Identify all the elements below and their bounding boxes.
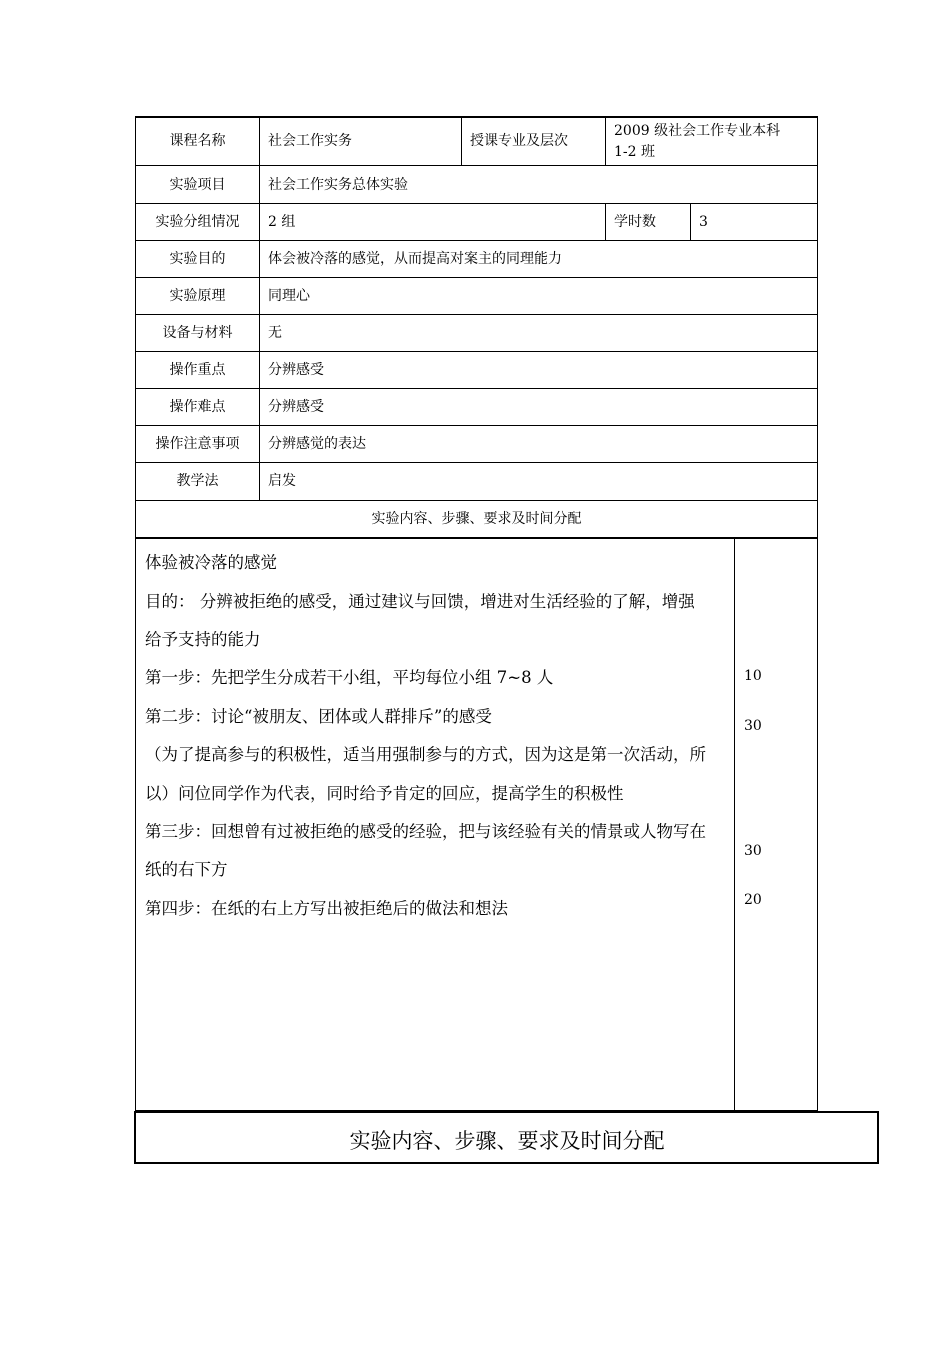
content-line: 以）问位同学作为代表，同时给予肯定的回应，提高学生的积极性 (145, 784, 624, 803)
purpose-label: 实验目的 (169, 251, 226, 267)
content-line: 第三步：回想曾有过被拒绝的感受的经验，把与该经验有关的情景或人物写在 (145, 822, 706, 841)
table-border (135, 116, 818, 118)
key-point-label: 操作重点 (169, 362, 226, 378)
table-border (690, 203, 691, 241)
difficulty-value: 分辨感受 (268, 399, 324, 415)
table-border (135, 462, 818, 463)
content-line: （为了提高参与的积极性，适当用强制参与的方式，因为这是第一次活动，所 (145, 745, 706, 764)
class-hours-value: 3 (699, 214, 708, 230)
table-border (259, 116, 260, 501)
group-info-value: 2 组 (268, 214, 296, 230)
major-level-label: 授课专业及层次 (470, 133, 568, 149)
major-level-value: 2009 级社会工作专业本科 (614, 123, 781, 139)
time-value: 10 (744, 668, 762, 684)
table-border (135, 425, 818, 426)
table-border (135, 203, 818, 204)
table-border (135, 537, 818, 539)
table-border (135, 240, 818, 241)
content-line: 体验被冷落的感觉 (145, 553, 277, 572)
principle-label: 实验原理 (169, 288, 226, 304)
footer-border (134, 1111, 879, 1113)
course-name-value: 社会工作实务 (268, 133, 352, 149)
content-line: 给予支持的能力 (145, 630, 261, 649)
section-header: 实验内容、步骤、要求及时间分配 (371, 511, 582, 527)
table-border (135, 314, 818, 315)
content-line: 第二步：讨论“被朋友、团体或人群排斥”的感受 (145, 707, 492, 726)
time-value: 20 (744, 892, 762, 908)
table-border (135, 351, 818, 352)
major-level-value-line2: 1-2 班 (614, 144, 655, 160)
content-line: 第一步：先把学生分成若干小组，平均每位小组 7~8 人 (145, 668, 554, 687)
footer-section-header: 实验内容、步骤、要求及时间分配 (349, 1129, 665, 1153)
experiment-project-value: 社会工作实务总体实验 (268, 177, 408, 193)
purpose-value: 体会被冷落的感觉，从而提高对案主的同理能力 (268, 251, 562, 267)
difficulty-label: 操作难点 (169, 399, 226, 415)
teaching-method-label: 教学法 (176, 473, 219, 489)
table-border (135, 277, 818, 278)
content-line: 纸的右下方 (145, 860, 228, 879)
principle-value: 同理心 (268, 288, 310, 304)
key-point-value: 分辨感受 (268, 362, 324, 378)
table-border (605, 203, 606, 241)
table-border (605, 116, 606, 166)
time-value: 30 (744, 718, 762, 734)
content-line: 目的： 分辨被拒绝的感受，通过建议与回馈，增进对生活经验的了解，增强 (145, 592, 695, 611)
table-border (461, 116, 462, 166)
table-border (135, 165, 818, 166)
table-border (734, 537, 735, 1112)
time-value: 30 (744, 843, 762, 859)
group-info-label: 实验分组情况 (155, 214, 240, 230)
footer-border (134, 1162, 879, 1164)
table-border (817, 116, 818, 1112)
equipment-value: 无 (268, 325, 282, 341)
content-line: 第四步：在纸的右上方写出被拒绝后的做法和想法 (145, 899, 508, 918)
experiment-project-label: 实验项目 (169, 177, 226, 193)
teaching-method-value: 启发 (268, 473, 296, 489)
equipment-label: 设备与材料 (162, 325, 233, 341)
table-border (135, 388, 818, 389)
notes-label: 操作注意事项 (155, 436, 240, 452)
class-hours-label: 学时数 (614, 214, 656, 230)
notes-value: 分辨感觉的表达 (268, 436, 366, 452)
table-border (135, 500, 818, 501)
course-name-label: 课程名称 (169, 133, 226, 149)
